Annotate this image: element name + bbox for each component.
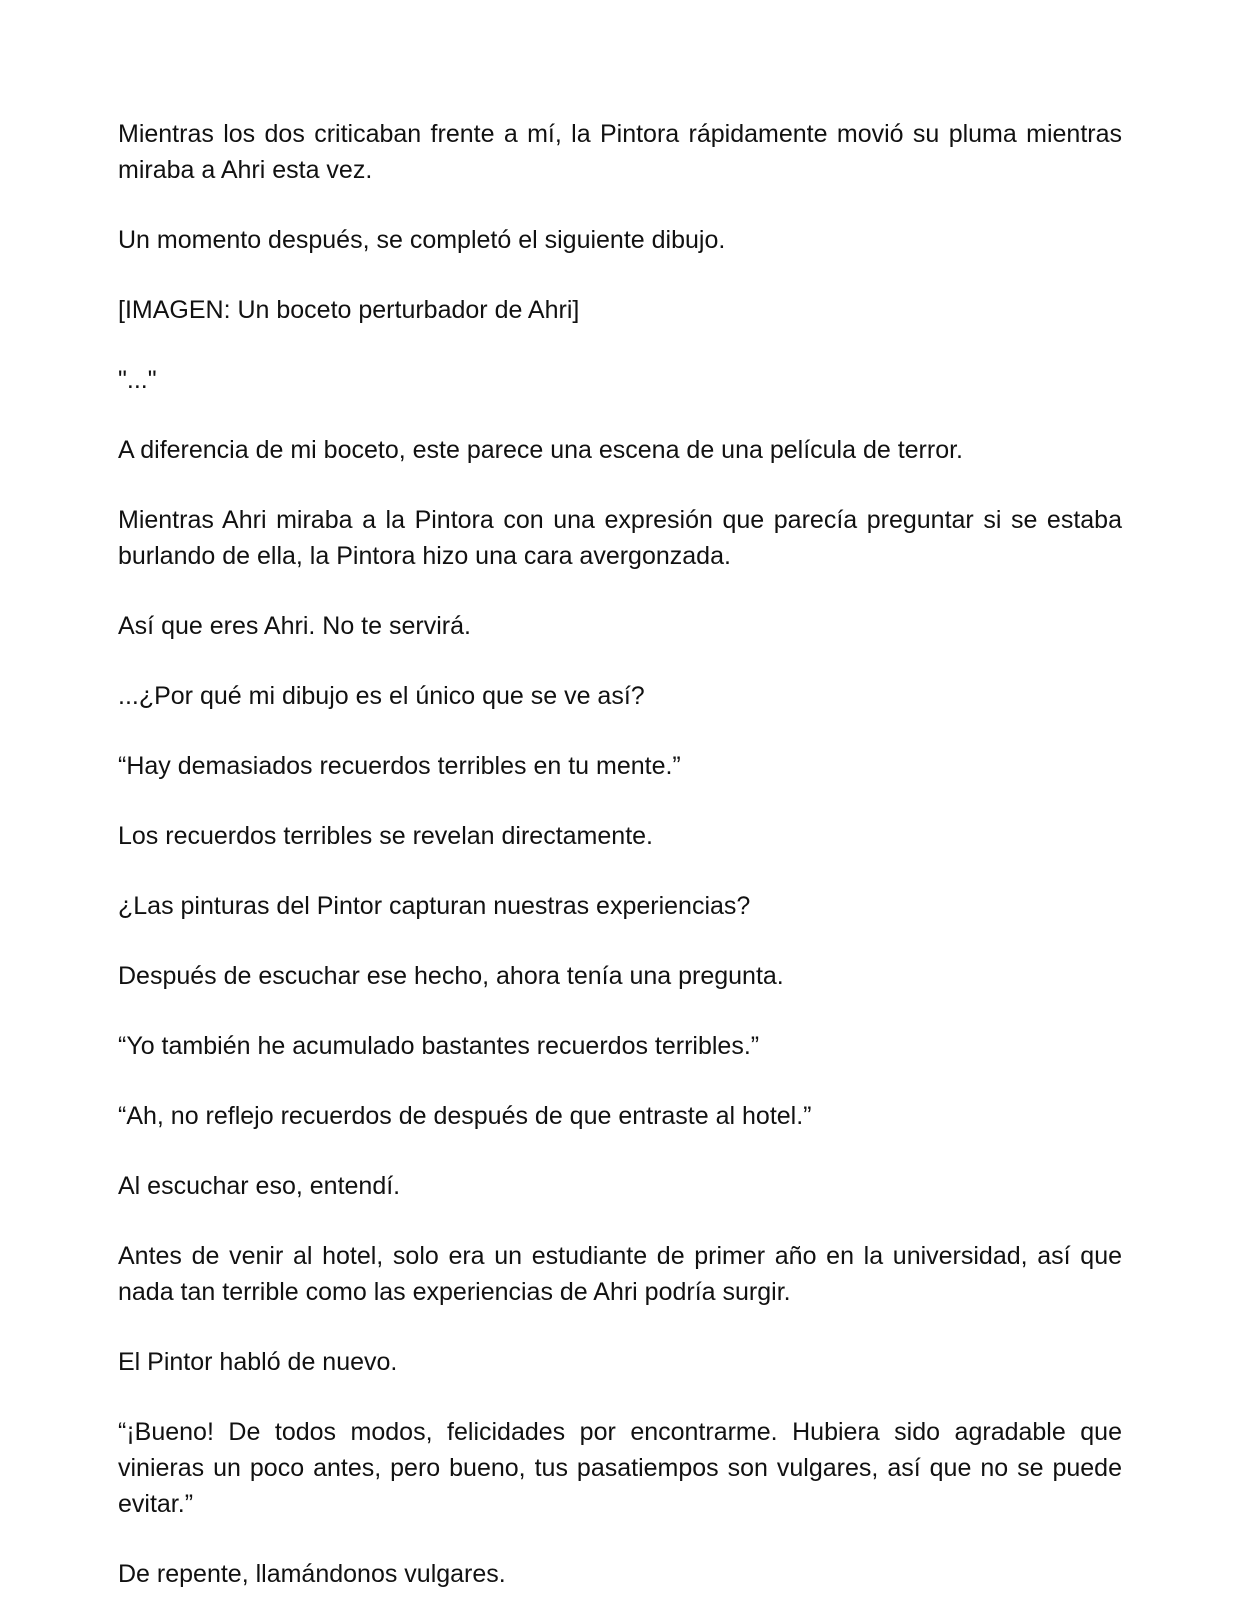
paragraph: De repente, llamándonos vulgares. [118,1560,506,1588]
paragraph: “Ah, no reflejo recuerdos de después de que entraste al hotel.” [118,1102,812,1130]
paragraph: Mientras Ahri miraba a la Pintora con una expresión que parecía preguntar si se estaba burlando de ella, la Pintora hizo una cara avergonzada. [118,506,1122,570]
paragraph: ...¿Por qué mi dibujo es el único que se ve así? [118,682,645,710]
paragraph: “Hay demasiados recuerdos terribles en tu mente.” [118,752,681,780]
paragraph: ¿Las pinturas del Pintor capturan nuestras experiencias? [118,892,751,920]
paragraph: “¡Bueno! De todos modos, felicidades por encontrarme. Hubiera sido agradable que vinieras un poco antes, pero bueno, tus pasatiempos son vulgares, así que no se puede evitar.” [118,1418,1122,1518]
paragraph: Al escuchar eso, entendí. [118,1172,401,1200]
paragraph: “Yo también he acumulado bastantes recuerdos terribles.” [118,1032,760,1060]
paragraph: El Pintor habló de nuevo. [118,1348,398,1376]
paragraph: Mientras los dos criticaban frente a mí, la Pintora rápidamente movió su pluma mientras miraba a Ahri esta vez. [118,120,1122,184]
paragraph: Los recuerdos terribles se revelan directamente. [118,822,653,850]
paragraph: Después de escuchar ese hecho, ahora tenía una pregunta. [118,962,784,990]
paragraph: A diferencia de mi boceto, este parece una escena de una película de terror. [118,436,963,464]
paragraph: Así que eres Ahri. No te servirá. [118,612,471,640]
paragraph: Antes de venir al hotel, solo era un estudiante de primer año en la universidad, así que nada tan terrible como las experiencias de Ahri podría surgir. [118,1242,1122,1306]
document-body [118,116,1122,1592]
paragraph: Un momento después, se completó el siguiente dibujo. [118,226,726,254]
paragraph: "..." [118,366,157,394]
paragraph: [IMAGEN: Un boceto perturbador de Ahri] [118,296,580,324]
